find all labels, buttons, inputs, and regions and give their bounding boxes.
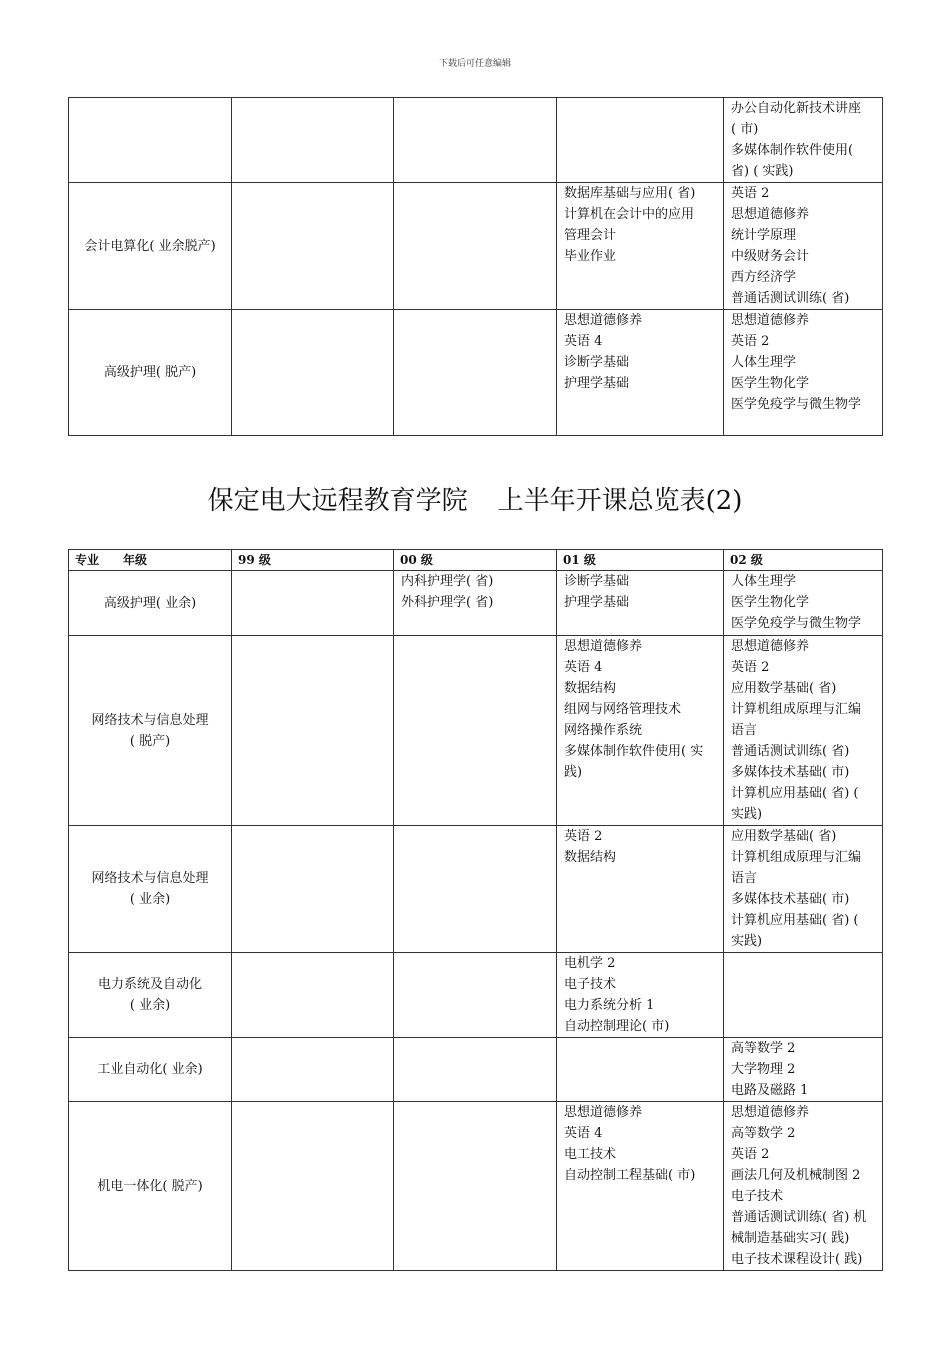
grade-99-courses-cell bbox=[232, 183, 394, 310]
grade-01-courses-cell bbox=[557, 1038, 724, 1102]
major-cell bbox=[69, 1102, 232, 1271]
course-item: 网络操作系统 bbox=[564, 723, 643, 738]
page-title bbox=[0, 480, 950, 517]
grade-01-courses-cell bbox=[557, 310, 724, 436]
course-table-continued bbox=[68, 97, 883, 436]
grade-02-courses-cell bbox=[724, 953, 883, 1038]
page-header-note: 下载后可任意编辑 bbox=[438, 59, 511, 69]
grade-02-courses-cell bbox=[724, 1038, 883, 1102]
course-item: 诊断学基础 bbox=[564, 574, 630, 589]
course-item: 自动控制理论( 市) bbox=[564, 1019, 670, 1034]
course-item: 计算机组成原理与汇编 bbox=[731, 850, 862, 865]
grade-02-courses-cell bbox=[724, 1102, 883, 1271]
header-major-grade: 专业 年级 bbox=[69, 550, 232, 571]
table-row bbox=[69, 98, 883, 183]
grade-00-courses-cell bbox=[394, 98, 557, 183]
major-name: 高级护理( 脱产) bbox=[103, 365, 197, 380]
course-item: 电工技术 bbox=[564, 1147, 617, 1162]
table-header-row bbox=[69, 550, 883, 571]
course-item: 高等数学 2 bbox=[731, 1041, 796, 1056]
course-item: 内科护理学( 省) bbox=[401, 574, 494, 589]
major-name: 电力系统及自动化 bbox=[97, 977, 202, 992]
course-item: 画法几何及机械制图 2 bbox=[731, 1168, 861, 1183]
table-row bbox=[69, 310, 883, 436]
course-item: 思想道德修养 bbox=[564, 639, 643, 654]
course-overview-table bbox=[68, 549, 883, 1271]
table-row bbox=[69, 183, 883, 310]
header-grade-01: 01 级 bbox=[557, 550, 724, 571]
table-row bbox=[69, 636, 883, 826]
course-item: 组网与网络管理技术 bbox=[564, 702, 682, 717]
course-item: 应用数学基础( 省) bbox=[731, 829, 837, 844]
course-item: 计算机应用基础( 省) ( bbox=[731, 913, 859, 928]
grade-99-courses-cell bbox=[232, 826, 394, 953]
grade-99-courses-cell bbox=[232, 98, 394, 183]
major-cell bbox=[69, 953, 232, 1038]
course-item: 实践) bbox=[731, 807, 763, 822]
grade-00-courses-cell bbox=[394, 1038, 557, 1102]
course-item: 电力系统分析 1 bbox=[564, 998, 655, 1013]
grade-00-courses-cell bbox=[394, 183, 557, 310]
major-name: ( 业余) bbox=[129, 998, 171, 1013]
table-row bbox=[69, 1038, 883, 1102]
course-item: 电子技术 bbox=[731, 1189, 784, 1204]
course-item: 数据库基础与应用( 省) bbox=[564, 186, 696, 201]
course-item: 数据结构 bbox=[564, 850, 617, 865]
course-table-continued-body bbox=[69, 98, 883, 436]
course-item: 英语 4 bbox=[564, 334, 603, 349]
course-item: 中级财务会计 bbox=[731, 249, 810, 264]
course-item: 思想道德修养 bbox=[731, 639, 810, 654]
grade-99-courses-cell bbox=[232, 1102, 394, 1271]
course-item: 思想道德修养 bbox=[564, 1105, 643, 1120]
course-item: 护理学基础 bbox=[564, 376, 630, 391]
course-item: 普通话测试训练( 省) 机 bbox=[731, 1210, 867, 1225]
grade-99-courses-cell bbox=[232, 310, 394, 436]
grade-01-courses-cell bbox=[557, 1102, 724, 1271]
grade-99-courses-cell bbox=[232, 1038, 394, 1102]
course-item: 英语 2 bbox=[731, 1147, 770, 1162]
course-item: 人体生理学 bbox=[731, 574, 797, 589]
header-grade-02: 02 级 bbox=[724, 550, 883, 571]
course-item: 思想道德修养 bbox=[731, 313, 810, 328]
course-item: 英语 2 bbox=[731, 186, 770, 201]
course-item: 计算机应用基础( 省) ( bbox=[731, 786, 859, 801]
course-item: 思想道德修养 bbox=[564, 313, 643, 328]
course-item: 计算机在会计中的应用 bbox=[564, 207, 695, 222]
grade-01-courses-cell bbox=[557, 953, 724, 1038]
grade-00-courses-cell bbox=[394, 636, 557, 826]
course-item: 办公自动化新技术讲座 bbox=[731, 101, 862, 116]
major-name: ( 业余) bbox=[129, 892, 171, 907]
course-item: 语言 bbox=[731, 871, 758, 886]
table-row bbox=[69, 1102, 883, 1271]
course-item: 普通话测试训练( 省) bbox=[731, 744, 850, 759]
course-item: 英语 2 bbox=[731, 334, 770, 349]
grade-99-courses-cell bbox=[232, 953, 394, 1038]
major-cell bbox=[69, 826, 232, 953]
course-item: 计算机组成原理与汇编 bbox=[731, 702, 862, 717]
course-item: 英语 2 bbox=[564, 829, 603, 844]
grade-02-courses-cell bbox=[724, 636, 883, 826]
major-name: 机电一体化( 脱产) bbox=[97, 1178, 203, 1194]
course-item: 英语 2 bbox=[731, 660, 770, 675]
course-item: 英语 4 bbox=[564, 1126, 603, 1141]
grade-01-courses-cell bbox=[557, 571, 724, 636]
course-item: 思想道德修养 bbox=[731, 1105, 810, 1120]
course-item: 数据结构 bbox=[564, 681, 617, 696]
course-item: 践) bbox=[564, 765, 583, 780]
grade-02-courses-cell bbox=[724, 98, 883, 183]
course-item: ( 市) bbox=[731, 122, 759, 137]
grade-99-courses-cell bbox=[232, 571, 394, 636]
grade-01-courses-cell bbox=[557, 826, 724, 953]
major-name: 网络技术与信息处理 bbox=[91, 871, 209, 886]
table-row bbox=[69, 826, 883, 953]
major-cell bbox=[69, 183, 232, 310]
grade-02-courses-cell bbox=[724, 310, 883, 436]
course-item: 思想道德修养 bbox=[731, 207, 810, 222]
course-item: 电子技术 bbox=[564, 977, 617, 992]
course-item: 护理学基础 bbox=[564, 595, 630, 610]
major-cell bbox=[69, 98, 232, 183]
course-item: 电路及磁路 1 bbox=[731, 1083, 809, 1098]
major-name: ( 脱产) bbox=[129, 733, 171, 749]
course-item: 电子技术课程设计( 践) bbox=[731, 1252, 863, 1267]
course-item: 毕业作业 bbox=[564, 249, 617, 264]
course-item: 管理会计 bbox=[564, 228, 617, 243]
grade-99-courses-cell bbox=[232, 636, 394, 826]
course-item: 西方经济学 bbox=[731, 270, 797, 285]
course-item: 电机学 2 bbox=[564, 956, 616, 971]
course-item: 英语 4 bbox=[564, 660, 603, 675]
grade-00-courses-cell bbox=[394, 826, 557, 953]
course-item: 外科护理学( 省) bbox=[401, 595, 494, 610]
course-item: 省) ( 实践) bbox=[731, 164, 794, 179]
course-item: 语言 bbox=[731, 723, 758, 738]
major-cell bbox=[69, 310, 232, 436]
major-cell bbox=[69, 636, 232, 826]
grade-02-courses-cell bbox=[724, 183, 883, 310]
course-item: 普通话测试训练( 省) bbox=[731, 291, 850, 306]
major-cell bbox=[69, 571, 232, 636]
grade-00-courses-cell bbox=[394, 310, 557, 436]
course-item: 多媒体制作软件使用( bbox=[731, 143, 854, 158]
course-item: 大学物理 2 bbox=[731, 1062, 796, 1077]
grade-00-courses-cell bbox=[394, 1102, 557, 1271]
course-item: 应用数学基础( 省) bbox=[731, 681, 837, 696]
course-item: 医学免疫学与微生物学 bbox=[731, 397, 862, 412]
course-item: 医学免疫学与微生物学 bbox=[731, 616, 862, 631]
course-item: 多媒体技术基础( 市) bbox=[731, 892, 850, 907]
grade-02-courses-cell bbox=[724, 571, 883, 636]
course-overview-table-body bbox=[69, 571, 883, 1271]
course-item: 实践) bbox=[731, 934, 763, 949]
page-title-subtitle: 上半年开课总览表(2) bbox=[497, 486, 743, 516]
header-grade-99: 99 级 bbox=[232, 550, 394, 571]
course-item: 诊断学基础 bbox=[564, 355, 630, 370]
page-title-school: 保定电大远程教育学院 bbox=[207, 486, 468, 516]
grade-00-courses-cell bbox=[394, 571, 557, 636]
course-item: 统计学原理 bbox=[731, 228, 797, 243]
course-item: 医学生物化学 bbox=[731, 595, 810, 610]
course-item: 多媒体制作软件使用( 实 bbox=[564, 744, 704, 759]
major-name: 高级护理( 业余) bbox=[103, 595, 197, 611]
major-name: 工业自动化( 业余) bbox=[97, 1062, 203, 1077]
course-item: 医学生物化学 bbox=[731, 376, 810, 391]
table-row bbox=[69, 571, 883, 636]
course-item: 械制造基础实习( 践) bbox=[731, 1231, 850, 1246]
grade-01-courses-cell bbox=[557, 636, 724, 826]
major-cell bbox=[69, 1038, 232, 1102]
course-item: 多媒体技术基础( 市) bbox=[731, 765, 850, 780]
course-item: 人体生理学 bbox=[731, 355, 797, 370]
grade-02-courses-cell bbox=[724, 826, 883, 953]
major-name: 会计电算化( 业余脱产) bbox=[84, 238, 216, 254]
grade-01-courses-cell bbox=[557, 98, 724, 183]
grade-00-courses-cell bbox=[394, 953, 557, 1038]
grade-01-courses-cell bbox=[557, 183, 724, 310]
major-name: 网络技术与信息处理 bbox=[91, 712, 209, 728]
course-item: 高等数学 2 bbox=[731, 1126, 796, 1141]
header-grade-00: 00 级 bbox=[394, 550, 557, 571]
course-item: 自动控制工程基础( 市) bbox=[564, 1168, 696, 1183]
table-row bbox=[69, 953, 883, 1038]
